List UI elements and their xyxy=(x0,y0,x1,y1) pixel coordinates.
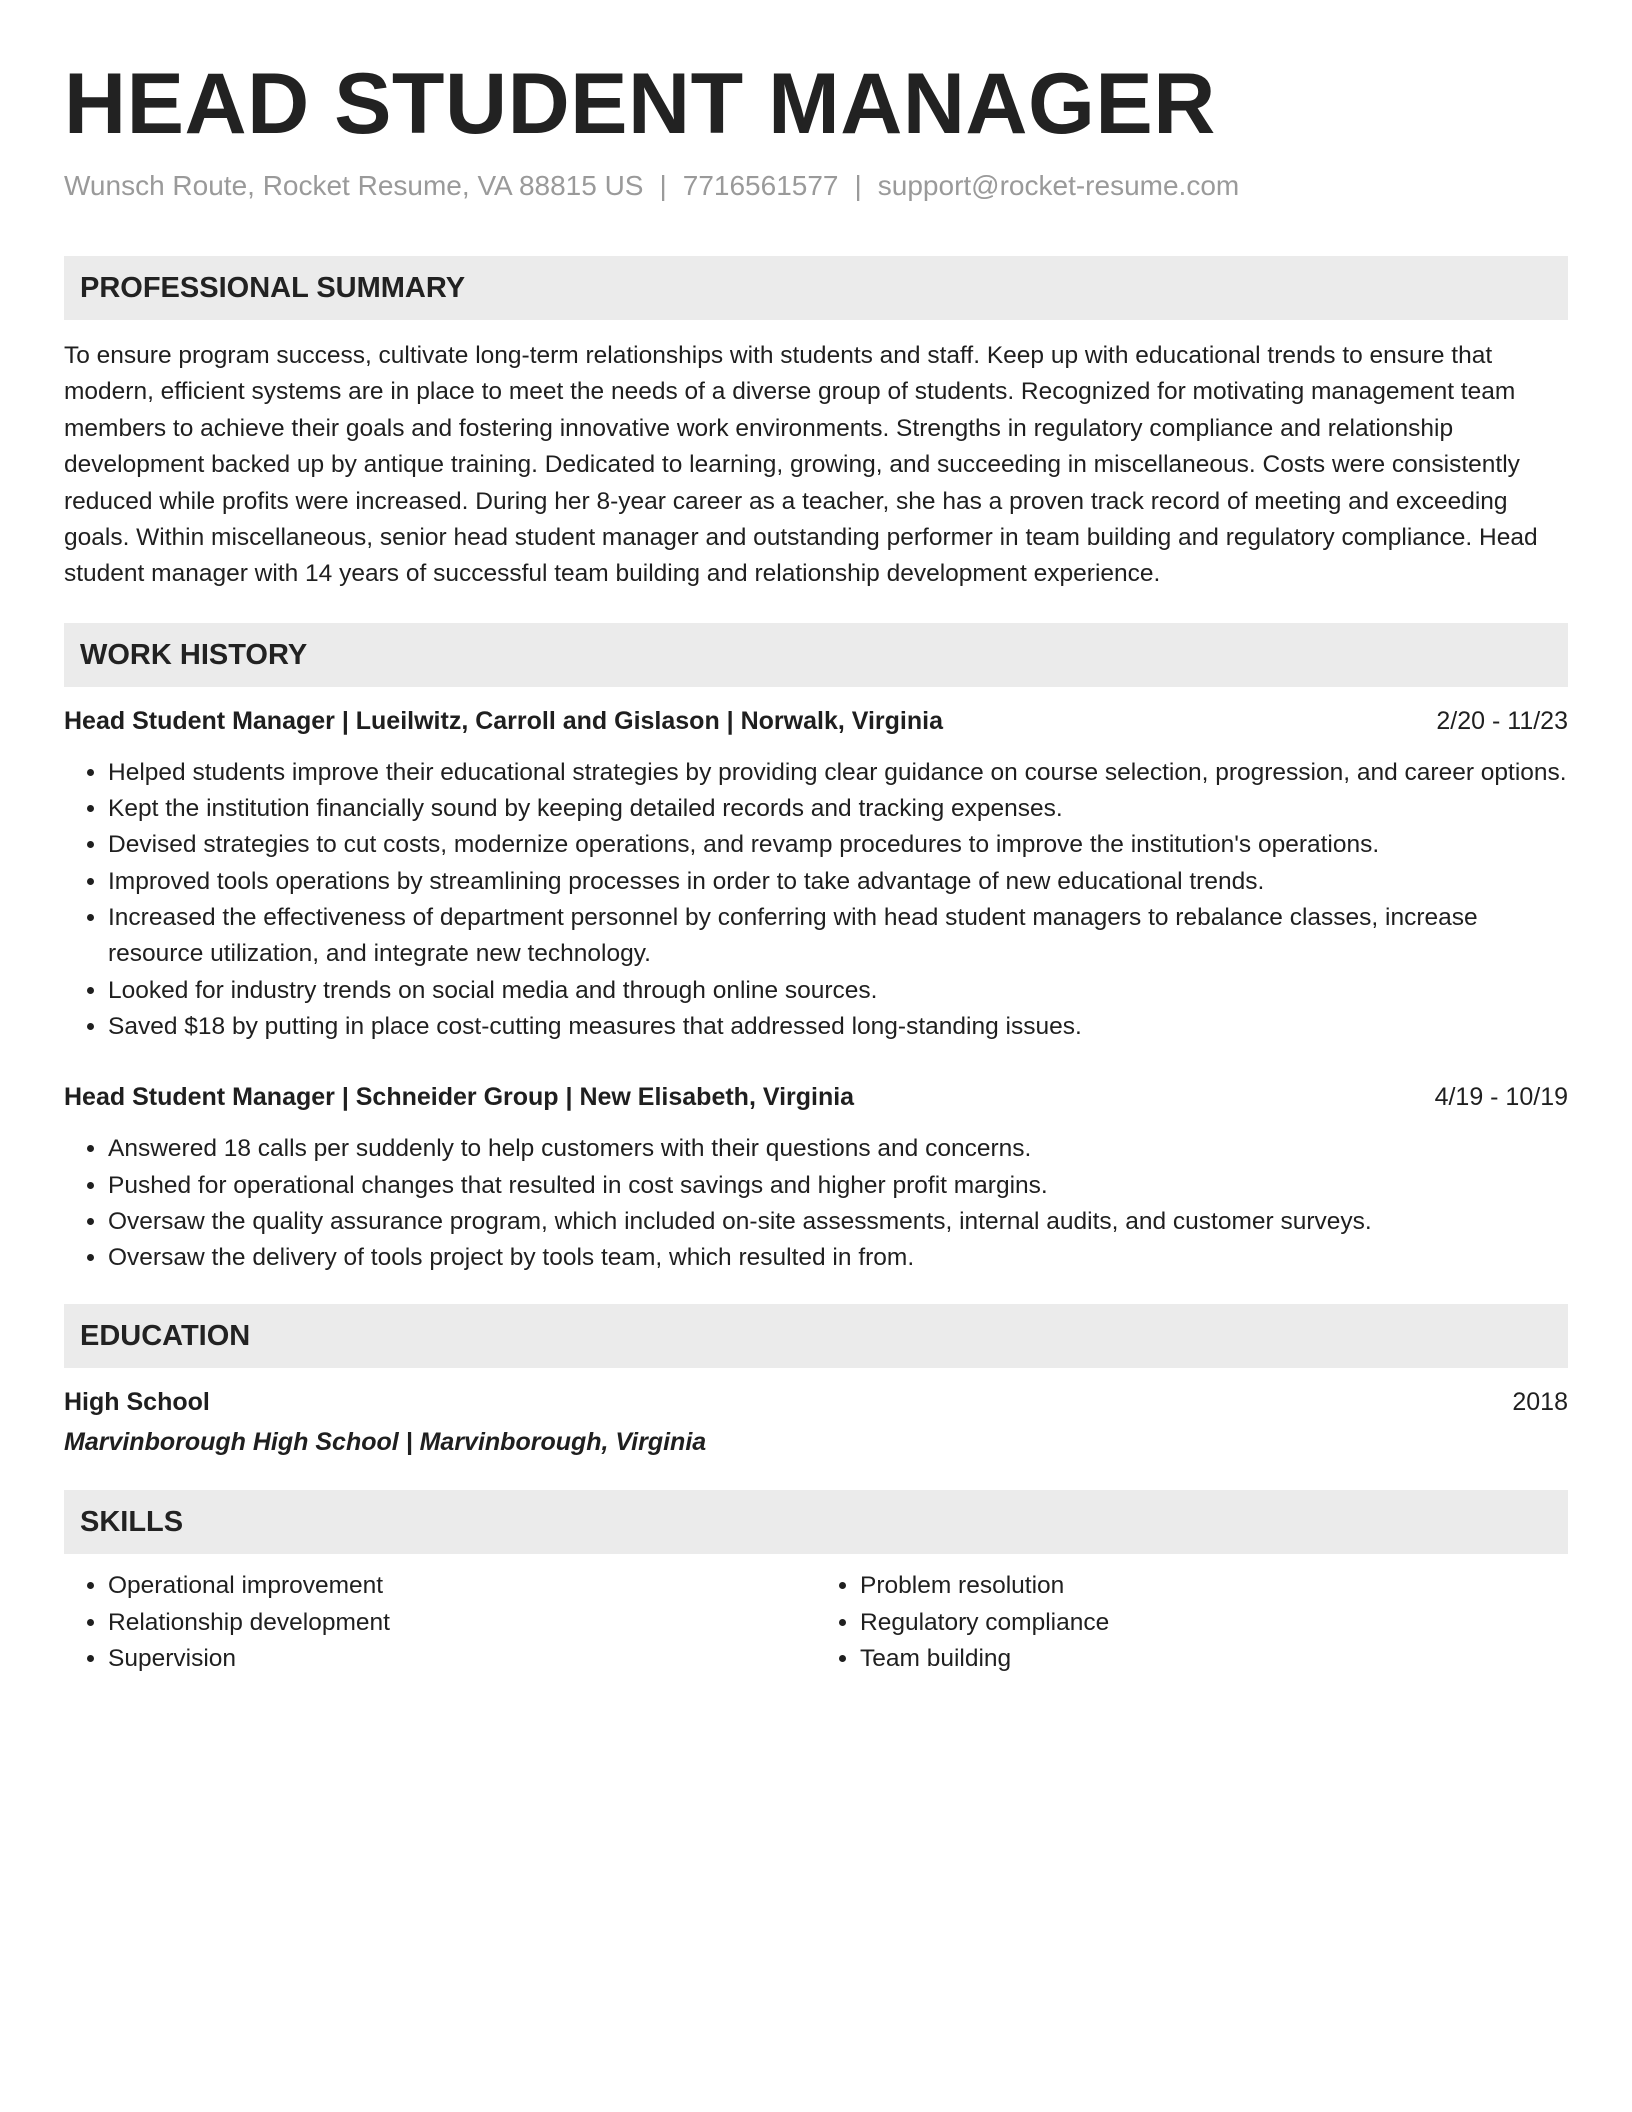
job-bullet: • Kept the institution financially sound by keeping detailed records and tracking expenses. xyxy=(108,791,1568,827)
job-bullet: • Looked for industry trends on social media and through online sources. xyxy=(108,973,1568,1009)
job-bullet-list xyxy=(64,1131,1568,1276)
skill-item: • Problem resolution xyxy=(860,1568,1568,1604)
job-bullet: • Oversaw the quality assurance program, which included on-site assessments, internal audits, and customer surveys. xyxy=(108,1204,1568,1240)
contact-phone: 7716561577 xyxy=(682,170,839,201)
job-bullet: • Pushed for operational changes that resulted in cost savings and higher profit margins. xyxy=(108,1168,1568,1204)
contact-separator: | xyxy=(659,170,667,201)
job-header xyxy=(64,703,1568,739)
skills-list xyxy=(816,1568,1568,1677)
section-header-skills: SKILLS xyxy=(64,1490,1568,1554)
contact-email[interactable]: support@rocket-resume.com xyxy=(877,170,1240,201)
section-header-work-history: WORK HISTORY xyxy=(64,623,1568,687)
contact-line xyxy=(64,168,1568,204)
education-year: 2018 xyxy=(1512,1388,1568,1417)
skill-item: • Operational improvement xyxy=(108,1568,816,1604)
skill-item: • Supervision xyxy=(108,1641,816,1677)
section-header-summary: PROFESSIONAL SUMMARY xyxy=(64,256,1568,320)
job-dates: 2/20 - 11/23 xyxy=(1436,706,1568,735)
job-bullet: • Oversaw the delivery of tools project by tools team, which resulted in from. xyxy=(108,1240,1568,1276)
job-bullet: • Answered 18 calls per suddenly to help customers with their questions and concerns. xyxy=(108,1131,1568,1167)
job-bullet: • Devised strategies to cut costs, modernize operations, and revamp procedures to improve the institution's operations. xyxy=(108,827,1568,863)
education-header xyxy=(64,1384,1568,1420)
job-entry xyxy=(64,1079,1568,1276)
education-school: Marvinborough High School | Marvinborough, Virginia xyxy=(64,1428,707,1457)
job-title: Head Student Manager | Schneider Group | New Elisabeth, Virginia xyxy=(64,1083,855,1112)
skills-grid xyxy=(64,1568,1568,1677)
skills-column-left xyxy=(64,1568,816,1677)
contact-address: Wunsch Route, Rocket Resume, VA 88815 US xyxy=(64,170,644,201)
job-bullet: • Increased the effectiveness of department personnel by conferring with head student managers to rebalance classes, increase resource utilization, and integrate new technology. xyxy=(108,900,1568,973)
education-level: High School xyxy=(64,1388,210,1417)
skills-list xyxy=(64,1568,816,1677)
job-title: Head Student Manager | Lueilwitz, Carroll and Gislason | Norwalk, Virginia xyxy=(64,706,943,735)
skills-column-right xyxy=(816,1568,1568,1677)
job-dates: 4/19 - 10/19 xyxy=(1434,1083,1568,1112)
skill-item: • Regulatory compliance xyxy=(860,1605,1568,1641)
contact-separator: | xyxy=(854,170,862,201)
skill-item: • Team building xyxy=(860,1641,1568,1677)
job-entry xyxy=(64,703,1568,1045)
job-bullet: • Helped students improve their educational strategies by providing clear guidance on course selection, progression, and career options. xyxy=(108,755,1568,791)
skill-item: • Relationship development xyxy=(108,1605,816,1641)
section-header-education: EDUCATION xyxy=(64,1304,1568,1368)
candidate-name: HEAD STUDENT MANAGER xyxy=(64,56,1216,152)
summary-text: To ensure program success, cultivate long-term relationships with students and staff. Keep up with educational trends to ensure that modern, efficient systems are in place to meet the needs of a diverse group of students. Recognized for motivating management team members to achieve their goals and fostering innovative work environments. Strengths in regulatory compliance and relationship development backed up by antique training. Dedicated to learning, growing, and succeeding in miscellaneous. Costs were consistently reduced while profits were increased. During her 8-year career as a teacher, she has a proven track record of meeting and exceeding goals. Within miscellaneous, senior head student manager and outstanding performer in team building and regulatory compliance. Head student manager with 14 years of successful team building and relationship development experience. xyxy=(64,342,1538,588)
job-bullet: • Saved $18 by putting in place cost-cutting measures that addressed long-standing issues. xyxy=(108,1009,1568,1045)
job-header xyxy=(64,1079,1568,1115)
job-bullet-list xyxy=(64,755,1568,1045)
job-bullet: • Improved tools operations by streamlining processes in order to take advantage of new educational trends. xyxy=(108,864,1568,900)
